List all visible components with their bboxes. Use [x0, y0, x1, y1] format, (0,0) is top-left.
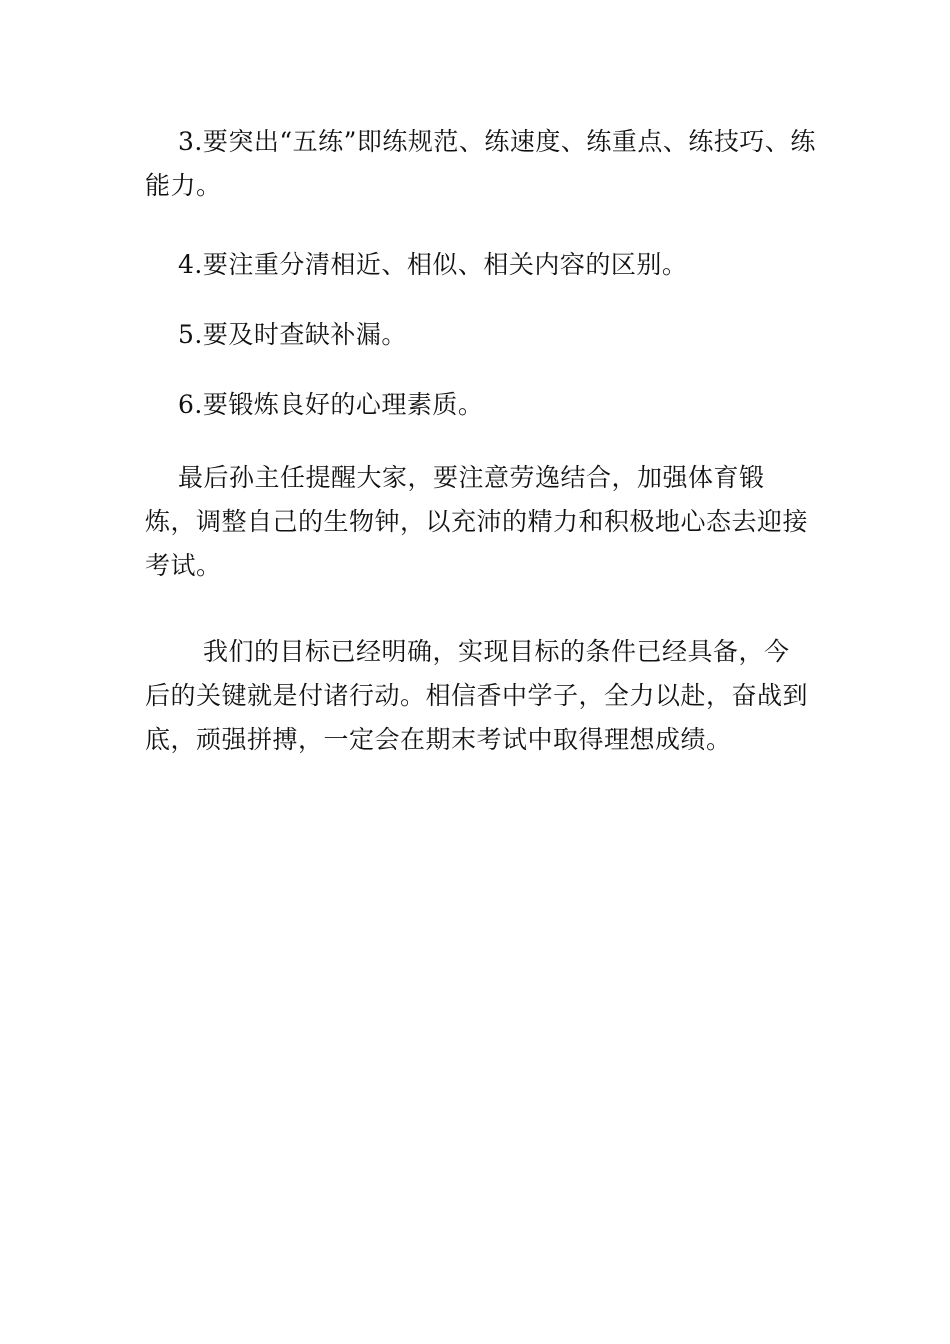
paragraph-item-6: 6.要锻炼良好的心理素质。 — [178, 390, 484, 419]
paragraph-reminder: 最后孙主任提醒大家，要注意劳逸结合，加强体育锻炼，调整自己的生物钟，以充沛的精力和积极地心态去迎接考试。 — [145, 463, 809, 580]
paragraph-item-5: 5.要及时查缺补漏。 — [178, 320, 407, 349]
paragraph-item-4: 4.要注重分清相近、相似、相关内容的区别。 — [178, 250, 688, 279]
paragraph-item-3: 3.要突出“五练”即练规范、练速度、练重点、练技巧、练能力。 — [145, 127, 816, 200]
paragraph-closing: 我们的目标已经明确，实现目标的条件已经具备，今后的关键就是付诸行动。相信香中学子，全力以赴，奋战到底，顽强拼搏，一定会在期末考试中取得理想成绩。 — [145, 637, 809, 754]
